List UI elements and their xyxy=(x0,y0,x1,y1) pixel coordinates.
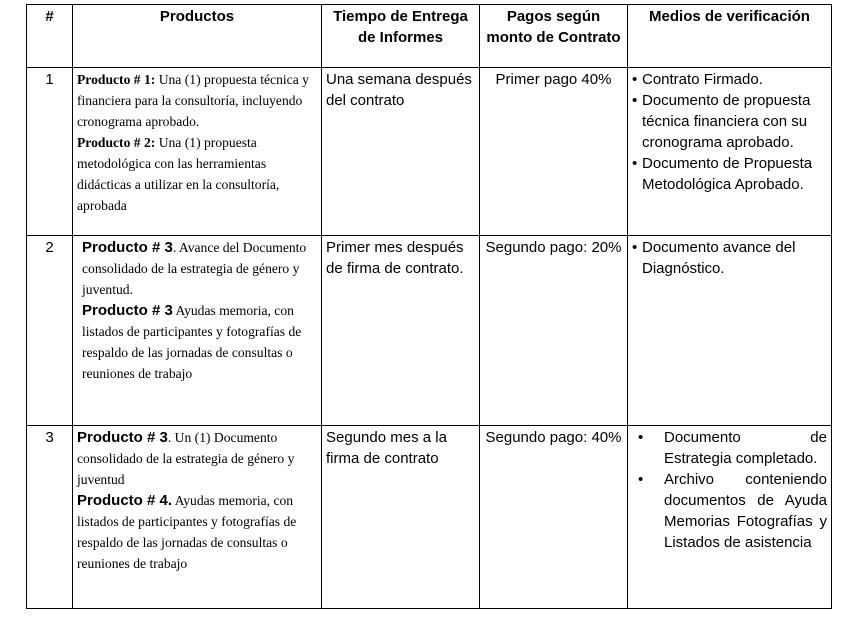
header-productos: Productos xyxy=(73,5,322,68)
row-number: 1 xyxy=(27,68,73,236)
verification-list xyxy=(632,427,827,553)
product-text: Ayudas memoria, con listados de participantes y fotografías de respaldo de las jornadas de consultas o reuniones de trabajo xyxy=(77,493,297,571)
product-text: . Avance del Documento consolidado de la estrategia de género y juventud. xyxy=(82,240,307,297)
header-num: # xyxy=(27,5,73,68)
verification-item: • Documento de Propuesta Metodológica Aprobado. xyxy=(632,153,827,195)
row-number: 2 xyxy=(27,236,73,426)
products-cell xyxy=(73,426,322,609)
header-row xyxy=(27,5,832,68)
verification-cell xyxy=(628,426,832,609)
product-title: Producto # 1: xyxy=(77,72,156,87)
product-text: Una (1) propuesta metodológica con las herramientas didácticas a utilizar en la consultoría, aprobada xyxy=(77,135,280,213)
verification-item: • Documento avance del Diagnóstico. xyxy=(632,237,827,279)
delivery-time: Una semana después del contrato xyxy=(322,68,480,236)
table-row xyxy=(27,236,832,426)
product-title: Producto # 4. xyxy=(77,492,173,509)
product-text: Una (1) propuesta técnica y financiera para la consultoría, incluyendo cronograma aprobado. xyxy=(77,72,309,129)
product-title: Producto # 3 xyxy=(77,429,168,446)
verification-cell xyxy=(628,68,832,236)
payment-cell: Segundo pago: 20% xyxy=(480,236,628,426)
product-item xyxy=(77,490,317,574)
verification-list xyxy=(632,69,827,195)
product-item xyxy=(77,427,317,490)
verification-item: • Documento de propuesta técnica financiera con su cronograma aprobado. xyxy=(632,90,827,153)
products-cell xyxy=(73,236,322,426)
verification-item: • Archivo conteniendo documentos de Ayuda Memorias Fotografías y Listados de asistencia xyxy=(632,469,827,553)
payment-cell: Primer pago 40% xyxy=(480,68,628,236)
product-item xyxy=(77,69,317,132)
verification-item: • Documento de Estrategia completado. xyxy=(632,427,827,469)
payment-cell: Segundo pago: 40% xyxy=(480,426,628,609)
delivery-time: Primer mes después de firma de contrato. xyxy=(322,236,480,426)
header-tiempo: Tiempo de Entrega de Informes xyxy=(322,5,480,68)
product-text: . Un (1) Documento consolidado de la estrategia de género y juventud xyxy=(77,430,295,487)
verification-list xyxy=(632,237,827,279)
table-row xyxy=(27,426,832,609)
row-number: 3 xyxy=(27,426,73,609)
product-title: Producto # 3 xyxy=(82,302,173,319)
deliverables-table xyxy=(26,4,832,609)
delivery-time: Segundo mes a la firma de contrato xyxy=(322,426,480,609)
product-text: Ayudas memoria, con listados de participantes y fotografías de respaldo de las jornadas de consultas o reuniones de trabajo xyxy=(82,303,302,381)
table-row xyxy=(27,68,832,236)
verification-cell xyxy=(628,236,832,426)
product-title: Producto # 3 xyxy=(82,239,173,256)
product-item xyxy=(82,300,317,384)
verification-item: • Contrato Firmado. xyxy=(632,69,827,90)
products-cell xyxy=(73,68,322,236)
header-pagos: Pagos según monto de Contrato xyxy=(480,5,628,68)
product-item xyxy=(82,237,317,300)
product-title: Producto # 2: xyxy=(77,135,156,150)
product-item xyxy=(77,132,317,216)
header-medios: Medios de verificación xyxy=(628,5,832,68)
